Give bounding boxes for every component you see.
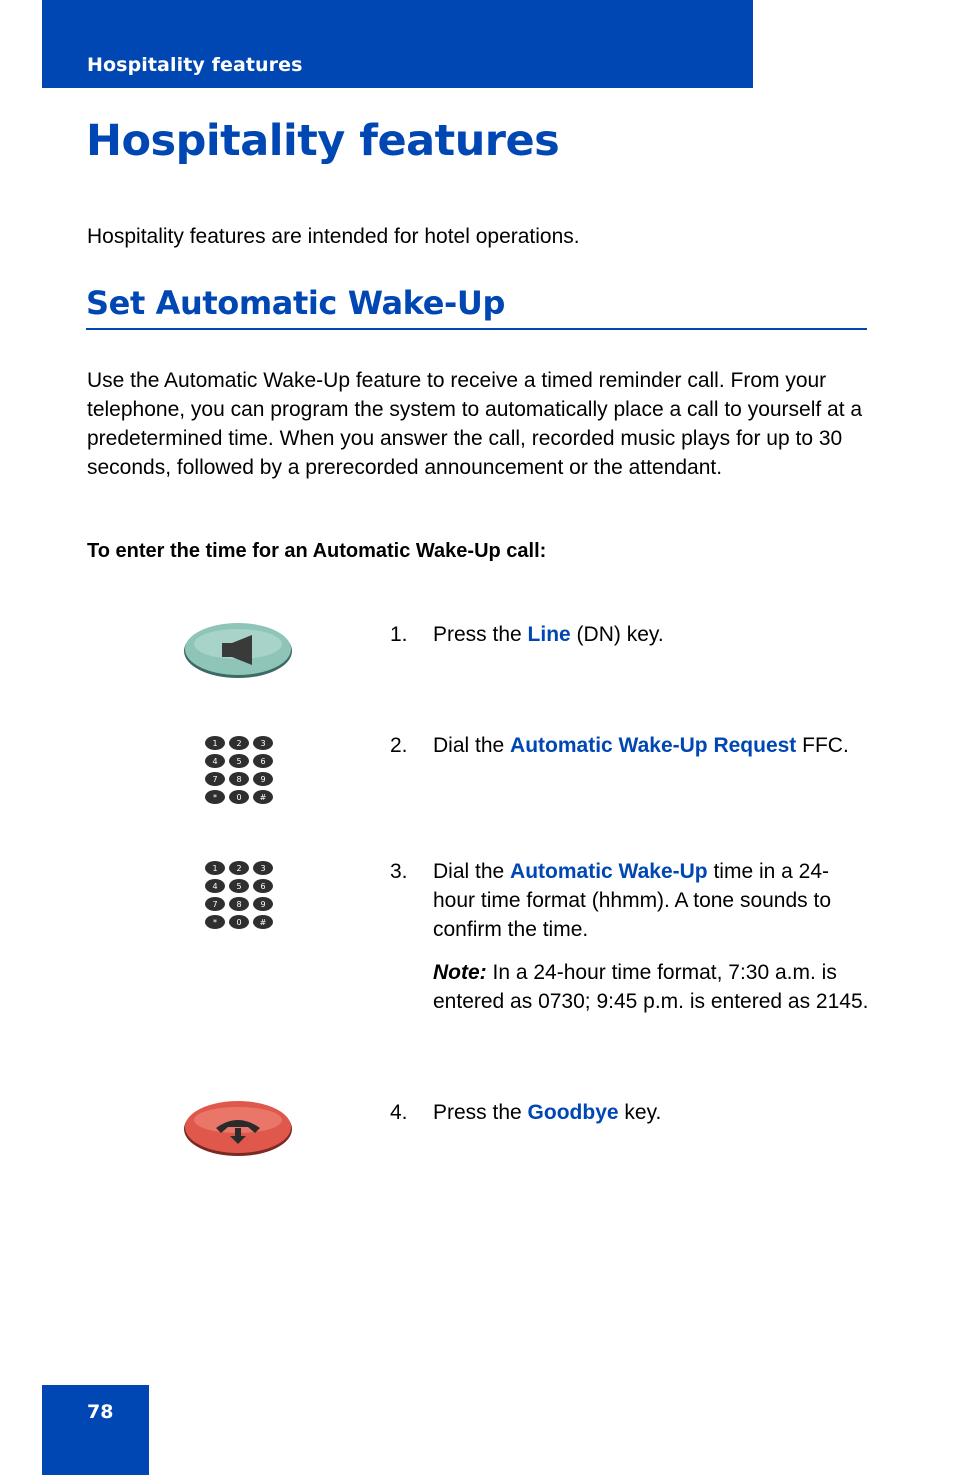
step-4: 4. Press the Goodbye key. (390, 1098, 870, 1127)
running-title: Hospitality features (87, 54, 303, 76)
line-key-icon (182, 620, 294, 680)
section-body: Use the Automatic Wake-Up feature to receive a timed reminder call. From your telephone, you can program the system to automatically place a call to yourself at a predetermined time. When you answer the call, recorded music plays for up to 30 seconds, followed by a prerecorded announcement or the attendant. (87, 369, 863, 479)
dialpad-key-label: 5 (236, 757, 242, 766)
section-title: Set Automatic Wake-Up (86, 284, 505, 322)
header-band (42, 0, 753, 88)
dialpad-key-label: 5 (236, 882, 242, 891)
step-2: 2. Dial the Automatic Wake-Up Request FFC. (390, 731, 870, 760)
dialpad-key-label: 9 (260, 775, 266, 784)
step-note (433, 958, 870, 1016)
dialpad-key-label: 0 (236, 793, 242, 802)
key-name-wakeup-request: Automatic Wake-Up Request (510, 734, 797, 757)
dialpad-key-label: * (213, 918, 217, 927)
note-label: Note: (433, 961, 487, 984)
dialpad-key-label: 3 (260, 739, 266, 748)
step-number: 2. (390, 734, 408, 757)
goodbye-key-icon (182, 1098, 294, 1158)
dialpad-key-label: 7 (212, 900, 218, 909)
dialpad-key-label: 6 (260, 757, 266, 766)
dialpad-key-label: 0 (236, 918, 242, 927)
dialpad-key-label: # (259, 918, 267, 927)
page-number-tab (42, 1385, 149, 1475)
dialpad-key-label: 9 (260, 900, 266, 909)
step-3: 3. Dial the Automatic Wake-Up time in a 24-hour time format (hhmm). A tone sounds to confirm the time. Note: In a 24-hour time format, 7:30 a.m. is entered as 0730; 9:45 p.m. is entered as 2145. (390, 857, 870, 1016)
dialpad-key-label: 2 (236, 864, 242, 873)
dialpad-key-label: # (259, 793, 267, 802)
procedure-heading: To enter the time for an Automatic Wake-Up call: (87, 540, 547, 562)
step-number: 4. (390, 1101, 408, 1124)
dialpad-key-label: * (213, 793, 217, 802)
dialpad-key-label: 3 (260, 864, 266, 873)
key-name-line: Line (527, 623, 571, 646)
dialpad-key-label: 4 (212, 757, 218, 766)
dialpad-key-label: 8 (236, 775, 242, 784)
dialpad-key-label: 6 (260, 882, 266, 891)
intro-text: Hospitality features are intended for hotel operations. (87, 225, 580, 248)
key-name-wakeup: Automatic Wake-Up (510, 860, 708, 883)
step-number: 1. (390, 623, 408, 646)
dialpad-key-label: 1 (212, 739, 218, 748)
dialpad-key-label: 2 (236, 739, 242, 748)
dialpad-key-label: 4 (212, 882, 218, 891)
note-text: In a 24-hour time format, 7:30 a.m. is entered as 0730; 9:45 p.m. is entered as 2145. (433, 961, 869, 1013)
dialpad-key-label: 8 (236, 900, 242, 909)
section-rule (86, 328, 867, 330)
key-name-goodbye: Goodbye (527, 1101, 619, 1124)
dialpad-icon (204, 735, 274, 805)
dialpad-key-label: 7 (212, 775, 218, 784)
dialpad-key-label: 1 (212, 864, 218, 873)
step-number: 3. (390, 860, 408, 883)
page-number: 78 (87, 1401, 114, 1423)
page-title: Hospitality features (86, 116, 560, 166)
dialpad-icon (204, 860, 274, 930)
step-1: 1. Press the Line (DN) key. (390, 620, 870, 649)
